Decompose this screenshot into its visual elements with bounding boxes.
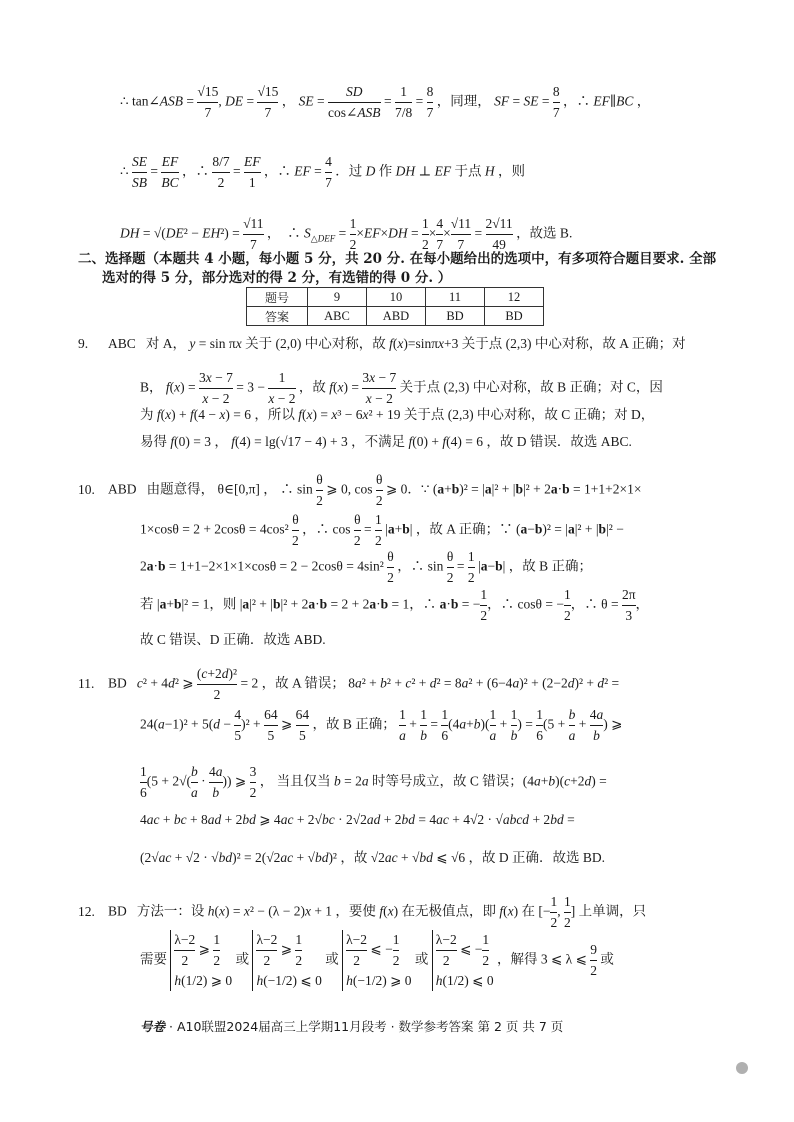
q12-line-1: 12. BD 方法一：设 h(x) = x² − (λ − 2)x + 1 ，要使 f(x) 在无极值点，即 f(x) 在 [− $\frac{1}{2}$ , $\frac{1}{2}$ ] 上单调，只 bbox=[78, 894, 647, 930]
page-indicator-dot bbox=[736, 1062, 748, 1074]
section-title: 二、选择题（本题共 4 小题，每小题 5 分，共 20 分. 在每小题给出的选项中，有多项符合题目要求. 全部 bbox=[78, 251, 717, 267]
table-answer: BD bbox=[426, 307, 485, 326]
q11-line-5: (2√ac + √2 · √bd)² = 2(√2ac + √bd)² ，故 √2ac + √bd ⩽ √6 ，故 D 正确．故选 BD. bbox=[140, 850, 606, 865]
q12-line-2: 需要 $\frac{\lambda-2}{2}$ ⩾ $\frac{1}{2}$ h(1/2) ⩾ 0 或 $\frac{\lambda-2}{2}$ ⩾ $\frac{1}{2}$ h(−1/2) ⩽ 0 或 $\frac{\lambda-2}{2}$ ⩽ − $\frac{1}{2}$ h(−1/2) ⩾ 0 或 $\frac{\lambda-2}{2}$ ⩽ − $\frac{1}{2}$ h(1/2) ⩽ 0 ，解得 3 ⩽ λ ⩽ $\frac{9}{2}$ 或 bbox=[140, 930, 614, 991]
q11-line-3: $\frac{1}{6}$ (5 + 2√( $\frac{b}{a}$ · $\frac{4a}{b}$ )) ⩾ $\frac{3}{2}$ ， 当且仅当 b = 2a 时等号成立，故 C 错误；(4a+b)(c+2d) = bbox=[140, 764, 607, 800]
q10-line-4: 若 |a+b|² = 1，则 |a|² + |b|² + 2a·b = 2 + 2a·b = 1，∴ a·b = − $\frac{1}{2}$ ，∴ cosθ = − $\frac{1}{2}$ ，∴ θ = $\frac{2\pi}{3}$ ， bbox=[140, 587, 650, 623]
table-number: 9 bbox=[308, 288, 367, 307]
section-title-2: 选对的得 5 分，部分选对的得 2 分，有选错的得 0 分. ） bbox=[102, 270, 452, 286]
answer-label: 答案 bbox=[247, 307, 308, 326]
q9-line-4: 易得 f(0) = 3 ， f(4) = lg(√17 − 4) + 3 ，不满足 f(0) + f(4) = 6 ，故 D 错误．故选 ABC. bbox=[140, 434, 632, 449]
q10-line-3: 2a·b = 1+1−2×1×1×cosθ = 2 − 2cosθ = 4sin² $\frac{\theta}{2}$ ，∴ sin $\frac{\theta}{2}$ = $\frac{1}{2}$ |a−b| ，故 B 正确； bbox=[140, 549, 592, 585]
table-number: 10 bbox=[367, 288, 426, 307]
page-footer bbox=[140, 1017, 563, 1035]
q10-line-5: 故 C 错误、D 正确．故选 ABD. bbox=[140, 632, 326, 647]
q8-line-1: ∴ tan∠ASB = $\frac{√15}{7}$ , DE = $\frac{√15}{7}$ ， SE = SD cos∠ASB = $\frac{1}{7/8}$ = $\frac{8}{7}$ ，同理， SF = SE = $\frac{8}{7}$ ，∴ EF∥BC ， bbox=[120, 84, 651, 120]
answer-table bbox=[246, 287, 544, 326]
answer-table-answer-row bbox=[247, 307, 544, 326]
q8-line-2: ∴ $\frac{SE}{SB}$ = $\frac{EF}{BC}$ ，∴ $\frac{8/7}{2}$ = $\frac{EF}{1}$ ，∴ EF = $\frac{4}{7}$ ．过 D 作 DH ⊥ EF 于点 H ，则 bbox=[120, 154, 525, 190]
q10-line-2: 1×cosθ = 2 + 2cosθ = 4cos² $\frac{\theta}{2}$ ，∴ cos $\frac{\theta}{2}$ = $\frac{1}{2}$ |a+b| ，故 A 正确；∵ (a−b)² = |a|² + |b|² − bbox=[140, 512, 624, 548]
q10-line-1: 10. ABD 由题意得， θ∈[0,π] ， ∴ sin $\frac{\theta}{2}$ ⩾ 0, cos $\frac{\theta}{2}$ ⩾ 0．∵ (a+b)² = |a|² + |b|² + 2a·b = 1+1+2×1× bbox=[78, 472, 642, 508]
q9-line-1: 9. ABC 对 A， y = sin πx 关于 (2,0) 中心对称，故 f(x)=sinπx+3 关于点 (2,3) 中心对称，故 A 正确；对 bbox=[78, 336, 686, 351]
q11-line-2: 24(a−1)² + 5(d − $\frac{4}{5}$ )² + $\frac{64}{5}$ ⩾ $\frac{64}{5}$ ，故 B 正确； $\frac{1}{a}$ + $\frac{1}{b}$ = $\frac{1}{6}$ (4a+b)( $\frac{1}{a}$ + $\frac{1}{b}$ ) = $\frac{1}{6}$ (5 + $\frac{b}{a}$ + $\frac{4a}{b}$ ) ⩾ bbox=[140, 707, 623, 743]
table-answer: BD bbox=[485, 307, 544, 326]
table-number: 11 bbox=[426, 288, 485, 307]
q11-line-1: 11. BD c² + 4d² ⩾ $\frac{\text{(c+2d)²}}{2}$ = 2 ，故 A 错误； 8a² + b² + c² + d² = 8a² + (6−4a)² + (2−2d)² + d² = bbox=[78, 666, 620, 702]
answer-table-header-row bbox=[247, 288, 544, 307]
q11-line-4: 4ac + bc + 8ad + 2bd ⩾ 4ac + 2√bc · 2√2ad + 2bd = 4ac + 4√2 · √abcd + 2bd = bbox=[140, 812, 575, 827]
q9-line-2: B， f(x) = $\frac{3x - 7}{x - 2}$ = 3 − $\frac{1}{x - 2}$ ，故 f(x) = $\frac{3x - 7}{x - 2}$ 关于点 (2,3) 中心对称，故 B 正确；对 C，因 bbox=[140, 370, 663, 406]
q9-line-3: 为 f(x) + f(4 − x) = 6 ，所以 f(x) = x³ − 6x² + 19 关于点 (2,3) 中心对称，故 C 正确；对 D， bbox=[140, 407, 655, 422]
q8-line-3: DH = √(DE² − EH²) = $\frac{√11}{7}$ ， ∴ $S_{\triangle DEF}$ = $\frac{1}{2}$ ×EF×DH = $\frac{1}{2}$ × $\frac{4}{7}$ × $\frac{√11}{7}$ = $\frac{2√11}{49}$ ，故选 B. bbox=[120, 216, 573, 252]
footer-text: · A10联盟2024届高三上学期11月段考 · 数学参考答案 第 2 页 共 7 页 bbox=[169, 1019, 564, 1034]
table-answer: ABC bbox=[308, 307, 367, 326]
brand-logo: 号卷 bbox=[140, 1019, 166, 1034]
table-number: 12 bbox=[485, 288, 544, 307]
table-answer: ABD bbox=[367, 307, 426, 326]
header-label: 题号 bbox=[247, 288, 308, 307]
